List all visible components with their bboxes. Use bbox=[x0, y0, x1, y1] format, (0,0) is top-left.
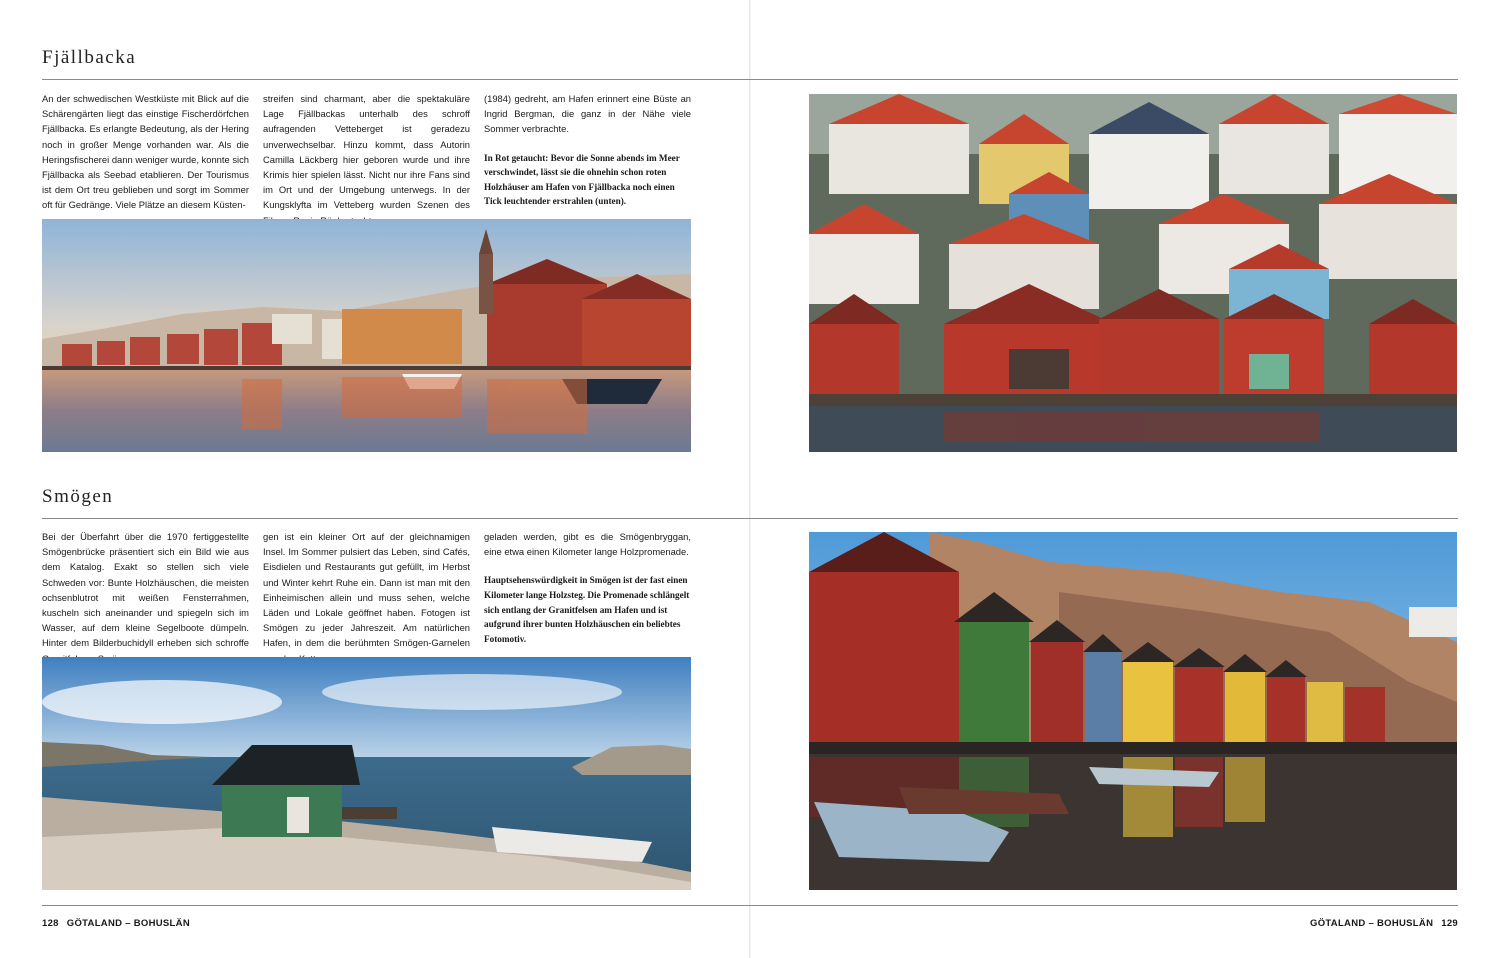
boathouses-reflection-photo bbox=[809, 532, 1457, 890]
text-column-3 bbox=[484, 91, 691, 209]
page-gutter bbox=[749, 0, 751, 958]
text-column-1: Bei der Überfahrt über die 1970 fertiggestellte Smögenbrücke präsentiert sich ein Bild wie aus dem Katalog. Exakt so stellen sich viele Schweden vor: Bunte Holzhäuschen, die meisten ochsenblutrot mit weißen Fensterrahmen, kuscheln sich aneinander und spiegeln sich im Wasser, auf dem kleine Segelboote dümpeln. Hinter dem Bilderbuchidyll erheben sich schroffe bbox=[42, 531, 249, 649]
running-title-left: GÖTALAND – BOHUSLÄN bbox=[66, 918, 190, 929]
text-column-3 bbox=[484, 529, 691, 646]
section-divider bbox=[42, 518, 1458, 519]
section-divider bbox=[42, 79, 1458, 80]
running-title-right: GÖTALAND – BOHUSLÄN bbox=[1310, 918, 1434, 929]
section-title-smogen: Smögen bbox=[42, 486, 114, 507]
seaside-cabin-photo bbox=[42, 657, 691, 890]
photo-caption: In Rot getaucht: Bevor die Sonne abends im Meer verschwindet, lässt sie die ohnehin schon roten Holzhäuser am Hafen von Fjällbacka noch einen Tick leuchtender erstrahlen (unten). bbox=[484, 152, 680, 207]
footer-divider bbox=[42, 905, 1458, 906]
harbour-sunset-photo bbox=[42, 219, 691, 452]
text-column-2: streifen sind charmant, aber die spektakuläre Lage Fjällbackas unterhalb des schroff aufragenden Vetteberget ist geradezu unverwechselbar. Hinzu kommt, dass Autorin Camilla Läckberg hier geboren wurde und ihre Krimis hier spielen lässt. Nicht nur ihre Fans sind im Ort und der Umgebung unterwegs. In der Kungsklyfta im Vetteberg wurden Szenen des bbox=[263, 93, 470, 211]
page-number-right: 129 bbox=[1441, 918, 1458, 929]
text-column-2: gen ist ein kleiner Ort auf der gleichnamigen Insel. Im Sommer pulsiert das Leben, sind Cafés, Eisdielen und Restaurants gut gefüllt, im Herbst und Winter kehrt Ruhe ein. Dann ist man mit den Einheimischen allein und muss sehen, welche Läden und Lokale geöffnet haben. Fotogen ist Smögen zu jeder Jahreszeit. Am natürlichen Hafen, in dem die berühmten Smögen-Garnelen bbox=[263, 531, 470, 649]
section-title-fjallbacka: Fjällbacka bbox=[42, 47, 137, 68]
footer-left bbox=[42, 918, 190, 929]
hillside-houses-photo bbox=[809, 94, 1457, 452]
text-paragraph: (1984) gedreht, am Hafen erinnert eine Büste an Ingrid Bergman, die ganz in der Nähe viele Sommer verbrachte. bbox=[484, 93, 691, 135]
page-number-left: 128 bbox=[42, 918, 59, 929]
footer-right bbox=[1310, 918, 1458, 929]
text-column-1: An der schwedischen Westküste mit Blick auf die Schärengärten liegt das einstige Fischerdörfchen Fjällbacka. Es erlangte Bedeutung, als der Hering noch in großer Menge vorhanden war. Als die Heringsfischerei dann weniger wurde, konnte sich Fjällbacka als Seebad etablieren. Der Tourismus ist dem Ort treu geblieben und sorgt im Sommer oft für Gedränge. Viele Plätze an diesem Küsten- bbox=[42, 93, 249, 211]
photo-caption: Hauptsehenswürdigkeit in Smögen ist der fast einen Kilometer lange Holzsteg. Die Promenade schlängelt sich entlang der Granitfelsen am Hafen und ist aufgrund ihrer bunten Holzhäuschen ein beliebtes Fotomotiv. bbox=[484, 575, 690, 644]
text-paragraph: geladen werden, gibt es die Smögenbryggan, eine etwa einen Kilometer lange Holzpromenade. bbox=[484, 531, 691, 558]
